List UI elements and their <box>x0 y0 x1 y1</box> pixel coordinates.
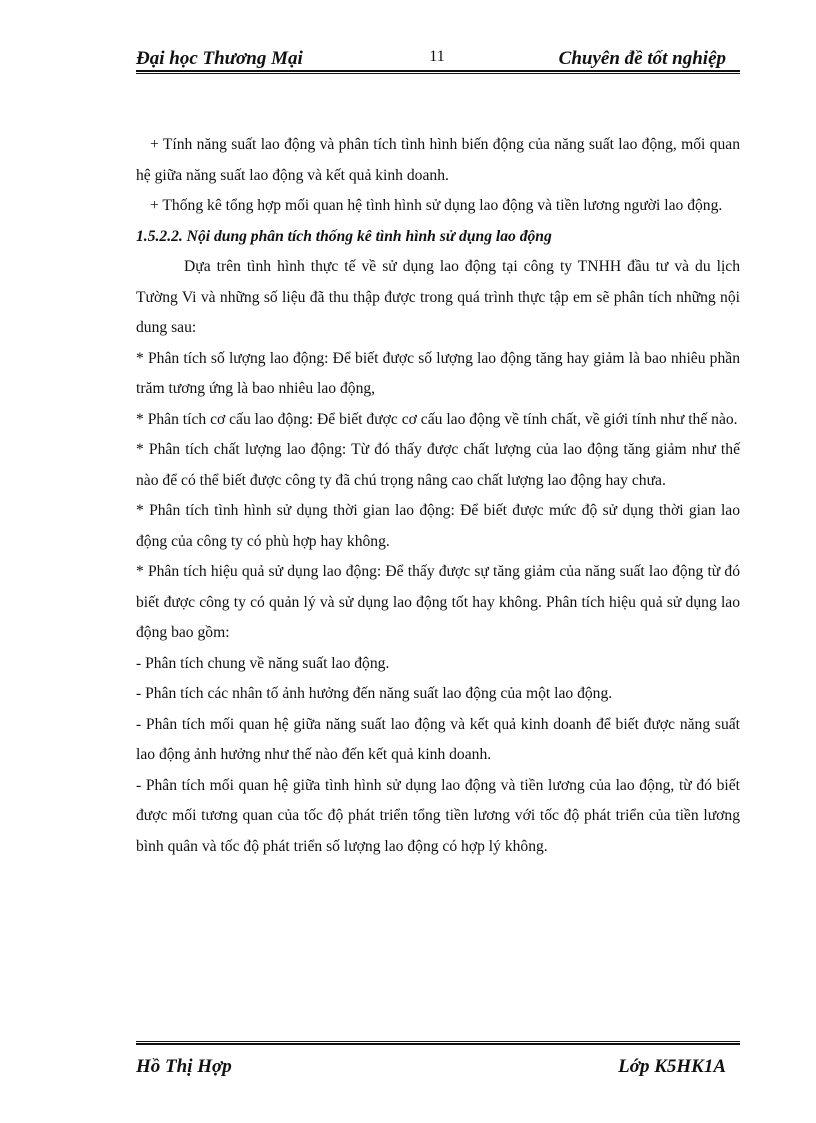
header-rule <box>136 70 740 74</box>
footer-author: Hồ Thị Hợp <box>136 1056 232 1077</box>
footer-class: Lớp K5HK1A <box>618 1056 726 1077</box>
paragraph: - Phân tích mối quan hệ giữa năng suất lao động và kết quả kinh doanh để biết được năng suất lao động ảnh hưởng như thế nào đến kết quả kinh doanh. <box>136 715 740 763</box>
section-heading: 1.5.2.2. Nội dung phân tích thống kê tình hình sử dụng lao động <box>136 227 552 245</box>
paragraph: + Tính năng suất lao động và phân tích tình hình biến động của năng suất lao động, mối quan hệ giữa năng suất lao động và kết quả kinh doanh. <box>136 136 740 184</box>
document-body <box>136 130 740 862</box>
paragraph: * Phân tích chất lượng lao động: Từ đó thấy được chất lượng của lao động tăng giảm như thế nào để có thể biết được công ty đã chú trọng nâng cao chất lượng lao động hay chưa. <box>136 441 740 489</box>
header-document-type: Chuyên đề tốt nghiệp <box>558 48 726 69</box>
paragraph: Dựa trên tình hình thực tế về sử dụng lao động tại công ty TNHH đầu tư và du lịch Tường Vi và những số liệu đã thu thập được trong quá trình thực tập em sẽ phân tích những nội dung sau: <box>136 258 740 336</box>
paragraph: + Thống kê tổng hợp mối quan hệ tình hình sử dụng lao động và tiền lương người lao động. <box>150 197 723 214</box>
paragraph: - Phân tích mối quan hệ giữa tình hình sử dụng lao động và tiền lương của lao động, từ đó biết được mối tương quan của tốc độ phát triển tổng tiền lương với tốc độ phát triển của tiền lương bình quân và tốc độ phát triển số lượng lao động có hợp lý không. <box>136 776 740 855</box>
footer-rule <box>136 1041 740 1045</box>
paragraph: - Phân tích chung về năng suất lao động. <box>136 654 390 672</box>
paragraph: * Phân tích tình hình sử dụng thời gian lao động: Để biết được mức độ sử dụng thời gian lao động của công ty có phù hợp hay không. <box>136 502 740 550</box>
header-university: Đại học Thương Mại <box>136 48 303 69</box>
paragraph: - Phân tích các nhân tố ảnh hưởng đến năng suất lao động của một lao động. <box>136 685 613 702</box>
paragraph: * Phân tích hiệu quả sử dụng lao động: Để thấy được sự tăng giảm của năng suất lao động từ đó biết được công ty có quản lý và sử dụng lao động tốt hay không. Phân tích hiệu quả sử dụng lao động bao gồm: <box>136 563 740 641</box>
page-number: 11 <box>429 48 445 65</box>
paragraph: * Phân tích cơ cấu lao động: Để biết được cơ cấu lao động về tính chất, về giới tính như thế nào. <box>136 410 738 428</box>
paragraph: * Phân tích số lượng lao động: Để biết được số lượng lao động tăng hay giảm là bao nhiêu phần trăm tương ứng là bao nhiêu lao động, <box>136 349 740 397</box>
